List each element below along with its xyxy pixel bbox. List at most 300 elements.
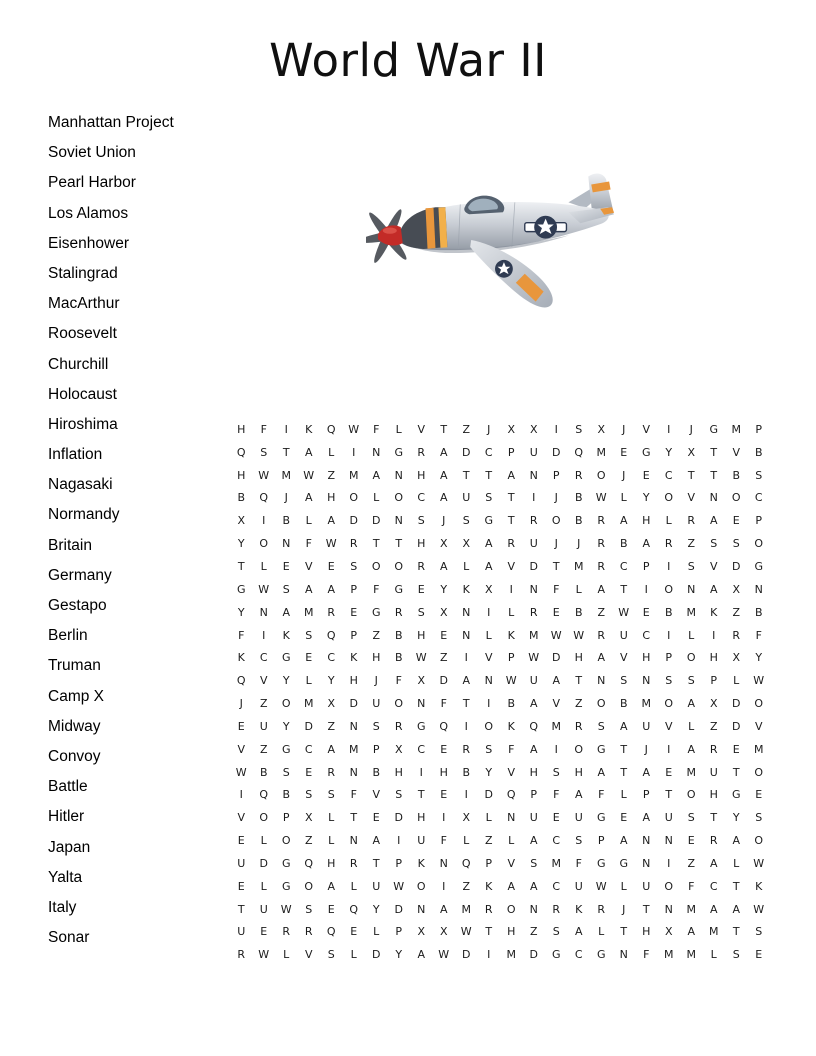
grid-cell: Q bbox=[304, 856, 314, 870]
grid-cell: O bbox=[664, 697, 674, 711]
grid-cell: K bbox=[710, 605, 718, 619]
grid-cell: K bbox=[237, 651, 245, 665]
grid-row bbox=[230, 669, 770, 692]
grid-cell: D bbox=[349, 514, 358, 528]
grid-cell: R bbox=[349, 856, 358, 870]
grid-cell: G bbox=[416, 719, 426, 733]
grid-cell: I bbox=[712, 628, 716, 642]
grid-row bbox=[230, 441, 770, 464]
grid-cell: H bbox=[327, 491, 336, 505]
grid-cell: G bbox=[281, 651, 291, 665]
grid-cell: Z bbox=[304, 834, 313, 848]
word-list-item: Churchill bbox=[48, 355, 109, 373]
grid-cell: E bbox=[327, 559, 335, 573]
grid-cell: E bbox=[237, 834, 245, 848]
grid-cell: P bbox=[485, 856, 493, 870]
grid-cell: D bbox=[259, 856, 268, 870]
grid-cell: H bbox=[237, 422, 246, 436]
grid-cell: J bbox=[622, 468, 626, 482]
grid-cell: T bbox=[620, 765, 628, 779]
grid-cell: E bbox=[620, 445, 628, 459]
grid-cell: B bbox=[282, 788, 291, 802]
grid-cell: O bbox=[754, 765, 764, 779]
grid-cell: K bbox=[755, 879, 763, 893]
grid-cell: J bbox=[442, 514, 446, 528]
grid-cell: Y bbox=[372, 902, 380, 916]
grid-cell: N bbox=[349, 719, 358, 733]
grid-cell: L bbox=[350, 879, 357, 893]
grid-cell: O bbox=[484, 719, 494, 733]
fighter-plane-icon bbox=[366, 150, 624, 345]
grid-cell: W bbox=[303, 468, 315, 482]
grid-cell: G bbox=[731, 788, 741, 802]
grid-cell: H bbox=[574, 765, 583, 779]
grid-row bbox=[230, 464, 770, 487]
grid-cell: U bbox=[529, 811, 538, 825]
grid-cell: U bbox=[417, 834, 426, 848]
grid-cell: H bbox=[417, 628, 426, 642]
grid-cell: T bbox=[687, 468, 695, 482]
grid-cell: Y bbox=[282, 719, 290, 733]
grid-cell: I bbox=[397, 834, 401, 848]
grid-cell: I bbox=[239, 788, 243, 802]
grid-cell: B bbox=[574, 605, 583, 619]
grid-cell: W bbox=[618, 605, 630, 619]
grid-cell: M bbox=[709, 925, 719, 939]
grid-cell: S bbox=[327, 788, 335, 802]
grid-cell: I bbox=[667, 422, 671, 436]
grid-cell: E bbox=[440, 742, 448, 756]
grid-cell: T bbox=[710, 811, 718, 825]
grid-cell: V bbox=[372, 788, 381, 802]
grid-cell: T bbox=[417, 788, 425, 802]
grid-cell: W bbox=[348, 422, 360, 436]
grid-cell: T bbox=[372, 537, 380, 551]
grid-cell: Q bbox=[259, 491, 269, 505]
grid-cell: M bbox=[551, 719, 561, 733]
grid-row bbox=[230, 624, 770, 647]
grid-cell: V bbox=[642, 422, 651, 436]
grid-row bbox=[230, 487, 770, 510]
grid-cell: E bbox=[237, 879, 245, 893]
grid-cell: D bbox=[732, 697, 741, 711]
word-list-item: Los Alamos bbox=[48, 204, 129, 222]
grid-cell: N bbox=[282, 537, 291, 551]
grid-cell: B bbox=[574, 514, 583, 528]
grid-cell: Z bbox=[372, 628, 381, 642]
grid-cell: L bbox=[733, 856, 740, 870]
grid-cell: Z bbox=[529, 925, 538, 939]
grid-cell: O bbox=[664, 491, 674, 505]
grid-cell: R bbox=[574, 468, 583, 482]
grid-cell: I bbox=[464, 651, 468, 665]
grid-cell: Z bbox=[597, 605, 606, 619]
grid-cell: A bbox=[642, 765, 651, 779]
grid-cell: B bbox=[394, 651, 403, 665]
grid-cell: K bbox=[282, 628, 290, 642]
grid-cell: A bbox=[417, 948, 426, 962]
grid-cell: W bbox=[280, 902, 292, 916]
grid-cell: J bbox=[622, 902, 626, 916]
grid-cell: Z bbox=[327, 468, 336, 482]
grid-cell: B bbox=[372, 765, 381, 779]
grid-cell: O bbox=[259, 811, 269, 825]
grid-cell: T bbox=[395, 537, 403, 551]
grid-row bbox=[230, 806, 770, 829]
grid-cell: E bbox=[642, 468, 650, 482]
grid-cell: R bbox=[304, 925, 313, 939]
grid-cell: T bbox=[620, 582, 628, 596]
grid-cell: R bbox=[417, 559, 426, 573]
grid-cell: E bbox=[237, 719, 245, 733]
grid-cell: E bbox=[687, 834, 695, 848]
grid-cell: A bbox=[304, 445, 313, 459]
grid-cell: S bbox=[732, 537, 740, 551]
grid-cell: A bbox=[327, 742, 336, 756]
grid-cell: O bbox=[686, 788, 696, 802]
grid-cell: T bbox=[732, 879, 740, 893]
grid-cell: N bbox=[507, 811, 516, 825]
grid-cell: I bbox=[667, 628, 671, 642]
word-list-item: Hitler bbox=[48, 808, 85, 826]
grid-cell: A bbox=[282, 605, 291, 619]
grid-cell: J bbox=[644, 742, 648, 756]
grid-cell: V bbox=[687, 491, 696, 505]
grid-cell: H bbox=[417, 537, 426, 551]
grid-cell: C bbox=[552, 879, 561, 893]
grid-cell: T bbox=[237, 559, 245, 573]
grid-cell: T bbox=[462, 697, 470, 711]
grid-cell: Q bbox=[529, 719, 539, 733]
grid-cell: L bbox=[688, 628, 695, 642]
grid-cell: T bbox=[575, 674, 583, 688]
grid-cell: L bbox=[328, 445, 335, 459]
grid-cell: D bbox=[732, 559, 741, 573]
grid-cell: X bbox=[732, 651, 741, 665]
grid-cell: S bbox=[305, 788, 313, 802]
grid-cell: T bbox=[485, 468, 493, 482]
grid-cell: R bbox=[687, 514, 696, 528]
grid-cell: O bbox=[664, 879, 674, 893]
grid-cell: F bbox=[643, 948, 650, 962]
grid-cell: I bbox=[554, 422, 558, 436]
grid-cell: O bbox=[394, 559, 404, 573]
grid-cell: D bbox=[372, 514, 381, 528]
grid-cell: P bbox=[642, 788, 650, 802]
grid-cell: W bbox=[258, 948, 270, 962]
grid-cell: P bbox=[710, 674, 718, 688]
grid-cell: P bbox=[395, 925, 403, 939]
grid-cell: K bbox=[350, 651, 358, 665]
word-list-item: Sonar bbox=[48, 929, 90, 947]
grid-cell: S bbox=[597, 719, 605, 733]
grid-cell: N bbox=[642, 834, 651, 848]
grid-cell: O bbox=[596, 468, 606, 482]
grid-cell: G bbox=[596, 948, 606, 962]
grid-cell: O bbox=[281, 697, 291, 711]
grid-cell: Z bbox=[327, 719, 336, 733]
grid-cell: A bbox=[439, 902, 448, 916]
grid-cell: A bbox=[732, 902, 741, 916]
grid-cell: R bbox=[597, 514, 606, 528]
grid-cell: S bbox=[620, 674, 628, 688]
grid-row bbox=[230, 738, 770, 761]
grid-cell: Q bbox=[439, 719, 449, 733]
grid-cell: V bbox=[552, 697, 561, 711]
grid-cell: U bbox=[529, 674, 538, 688]
grid-cell: R bbox=[394, 605, 403, 619]
grid-cell: C bbox=[417, 491, 426, 505]
grid-cell: E bbox=[282, 559, 290, 573]
grid-cell: A bbox=[642, 811, 651, 825]
grid-cell: T bbox=[665, 788, 673, 802]
grid-cell: P bbox=[597, 834, 605, 848]
grid-cell: Q bbox=[349, 902, 359, 916]
grid-cell: T bbox=[440, 422, 448, 436]
grid-cell: A bbox=[484, 559, 493, 573]
grid-cell: O bbox=[596, 697, 606, 711]
grid-cell: I bbox=[419, 765, 423, 779]
grid-cell: M bbox=[754, 742, 764, 756]
grid-cell: S bbox=[372, 719, 380, 733]
grid-cell: A bbox=[709, 582, 718, 596]
grid-cell: F bbox=[238, 628, 245, 642]
grid-cell: I bbox=[667, 559, 671, 573]
grid-cell: K bbox=[485, 879, 493, 893]
grid-cell: S bbox=[327, 948, 335, 962]
grid-cell: P bbox=[350, 582, 358, 596]
grid-cell: I bbox=[487, 697, 491, 711]
grid-cell: V bbox=[507, 559, 516, 573]
grid-cell: R bbox=[732, 628, 741, 642]
grid-cell: K bbox=[305, 422, 313, 436]
grid-cell: R bbox=[282, 925, 291, 939]
grid-cell: T bbox=[507, 514, 515, 528]
grid-cell: Q bbox=[506, 788, 516, 802]
grid-cell: E bbox=[755, 948, 763, 962]
grid-cell: Y bbox=[755, 651, 763, 665]
grid-cell: O bbox=[371, 559, 381, 573]
grid-cell: Y bbox=[395, 948, 403, 962]
grid-cell: L bbox=[305, 674, 312, 688]
grid-cell: N bbox=[597, 674, 606, 688]
grid-cell: V bbox=[304, 559, 313, 573]
grid-cell: A bbox=[642, 537, 651, 551]
grid-cell: B bbox=[394, 628, 403, 642]
grid-cell: S bbox=[260, 445, 268, 459]
word-list-item: Italy bbox=[48, 898, 77, 916]
grid-cell: J bbox=[554, 537, 558, 551]
grid-cell: L bbox=[598, 925, 605, 939]
grid-cell: A bbox=[619, 834, 628, 848]
grid-cell: W bbox=[550, 628, 562, 642]
grid-cell: W bbox=[415, 651, 427, 665]
grid-cell: E bbox=[350, 605, 358, 619]
grid-cell: G bbox=[394, 582, 404, 596]
grid-cell: F bbox=[508, 742, 515, 756]
grid-cell: N bbox=[462, 628, 471, 642]
grid-cell: F bbox=[755, 628, 762, 642]
grid-cell: R bbox=[529, 605, 538, 619]
grid-cell: I bbox=[464, 788, 468, 802]
grid-cell: H bbox=[642, 925, 651, 939]
grid-cell: V bbox=[484, 651, 493, 665]
grid-cell: A bbox=[462, 674, 471, 688]
grid-cell: E bbox=[755, 788, 763, 802]
grid-cell: A bbox=[687, 697, 696, 711]
grid-cell: X bbox=[529, 422, 538, 436]
grid-cell: F bbox=[260, 422, 267, 436]
grid-cell: R bbox=[484, 902, 493, 916]
grid-cell: H bbox=[507, 925, 516, 939]
grid-row bbox=[230, 692, 770, 715]
grid-cell: N bbox=[619, 948, 628, 962]
grid-cell: Y bbox=[732, 811, 740, 825]
word-list-item: Yalta bbox=[48, 868, 83, 886]
grid-cell: J bbox=[487, 422, 491, 436]
grid-cell: E bbox=[732, 514, 740, 528]
grid-cell: W bbox=[393, 879, 405, 893]
grid-cell: S bbox=[687, 811, 695, 825]
grid-cell: W bbox=[325, 537, 337, 551]
grid-cell: A bbox=[372, 834, 381, 848]
grid-cell: A bbox=[619, 514, 628, 528]
grid-cell: W bbox=[573, 628, 585, 642]
grid-cell: D bbox=[462, 948, 471, 962]
grid-cell: B bbox=[619, 697, 628, 711]
grid-cell: G bbox=[754, 559, 764, 573]
grid-row bbox=[230, 875, 770, 898]
grid-cell: E bbox=[327, 902, 335, 916]
grid-cell: O bbox=[574, 742, 584, 756]
word-list-item: Roosevelt bbox=[48, 325, 117, 343]
grid-cell: E bbox=[642, 605, 650, 619]
grid-cell: S bbox=[687, 674, 695, 688]
grid-cell: A bbox=[709, 902, 718, 916]
grid-cell: M bbox=[304, 697, 314, 711]
grid-cell: B bbox=[282, 514, 291, 528]
grid-cell: R bbox=[237, 948, 246, 962]
grid-cell: D bbox=[304, 719, 313, 733]
grid-cell: P bbox=[350, 628, 358, 642]
grid-cell: O bbox=[551, 514, 561, 528]
grid-cell: D bbox=[349, 697, 358, 711]
grid-cell: L bbox=[463, 559, 470, 573]
grid-cell: T bbox=[732, 925, 740, 939]
grid-cell: H bbox=[709, 788, 718, 802]
grid-cell: O bbox=[686, 651, 696, 665]
grid-cell: X bbox=[732, 582, 741, 596]
grid-cell: P bbox=[552, 468, 560, 482]
grid-cell: W bbox=[258, 468, 270, 482]
grid-cell: E bbox=[305, 765, 313, 779]
grid-cell: M bbox=[281, 468, 291, 482]
grid-cell: S bbox=[575, 422, 583, 436]
grid-cell: C bbox=[417, 742, 426, 756]
grid-cell: X bbox=[439, 605, 448, 619]
grid-cell: A bbox=[327, 879, 336, 893]
grid-cell: M bbox=[596, 445, 606, 459]
grid-cell: R bbox=[394, 719, 403, 733]
grid-cell: L bbox=[373, 925, 380, 939]
grid-cell: I bbox=[442, 879, 446, 893]
grid-cell: O bbox=[506, 902, 516, 916]
grid-cell: C bbox=[664, 468, 673, 482]
grid-cell: B bbox=[259, 765, 268, 779]
grid-cell: S bbox=[350, 559, 358, 573]
grid-cell: Q bbox=[326, 422, 336, 436]
grid-cell: M bbox=[574, 559, 584, 573]
word-list bbox=[48, 108, 238, 953]
grid-cell: C bbox=[552, 834, 561, 848]
grid-cell: X bbox=[597, 422, 606, 436]
grid-cell: U bbox=[529, 445, 538, 459]
grid-cell: M bbox=[641, 697, 651, 711]
grid-cell: Q bbox=[461, 856, 471, 870]
grid-cell: S bbox=[417, 514, 425, 528]
grid-cell: L bbox=[463, 834, 470, 848]
grid-cell: S bbox=[485, 742, 493, 756]
grid-cell: Q bbox=[574, 445, 584, 459]
grid-cell: M bbox=[506, 948, 516, 962]
grid-cell: I bbox=[644, 582, 648, 596]
grid-cell: U bbox=[642, 879, 651, 893]
grid-cell: J bbox=[577, 537, 581, 551]
grid-cell: H bbox=[372, 651, 381, 665]
grid-cell: N bbox=[642, 856, 651, 870]
grid-cell: L bbox=[395, 422, 402, 436]
grid-cell: W bbox=[460, 925, 472, 939]
grid-cell: D bbox=[484, 788, 493, 802]
grid-cell: N bbox=[529, 582, 538, 596]
grid-cell: T bbox=[642, 902, 650, 916]
grid-cell: A bbox=[304, 491, 313, 505]
word-list-item: Battle bbox=[48, 778, 88, 796]
grid-cell: H bbox=[417, 811, 426, 825]
grid-cell: O bbox=[304, 879, 314, 893]
grid-row bbox=[230, 852, 770, 875]
grid-cell: X bbox=[687, 445, 696, 459]
grid-cell: X bbox=[439, 537, 448, 551]
grid-cell: M bbox=[461, 902, 471, 916]
grid-cell: G bbox=[281, 856, 291, 870]
grid-cell: Q bbox=[259, 788, 269, 802]
grid-cell: R bbox=[462, 742, 471, 756]
grid-cell: Z bbox=[439, 651, 448, 665]
grid-cell: R bbox=[597, 902, 606, 916]
grid-cell: V bbox=[507, 856, 516, 870]
grid-cell: A bbox=[709, 856, 718, 870]
grid-cell: F bbox=[598, 788, 605, 802]
grid-cell: S bbox=[462, 514, 470, 528]
grid-row bbox=[230, 532, 770, 555]
grid-cell: X bbox=[417, 925, 426, 939]
grid-cell: D bbox=[394, 811, 403, 825]
grid-cell: X bbox=[237, 514, 246, 528]
grid-cell: F bbox=[350, 788, 357, 802]
grid-cell: B bbox=[754, 445, 763, 459]
grid-cell: Y bbox=[327, 674, 335, 688]
grid-cell: I bbox=[352, 445, 356, 459]
grid-cell: L bbox=[620, 879, 627, 893]
word-list-item: Manhattan Project bbox=[48, 114, 174, 131]
grid-cell: E bbox=[417, 582, 425, 596]
grid-cell: S bbox=[305, 902, 313, 916]
grid-cell: D bbox=[372, 948, 381, 962]
grid-cell: L bbox=[688, 719, 695, 733]
grid-cell: I bbox=[487, 605, 491, 619]
grid-cell: Z bbox=[574, 697, 583, 711]
